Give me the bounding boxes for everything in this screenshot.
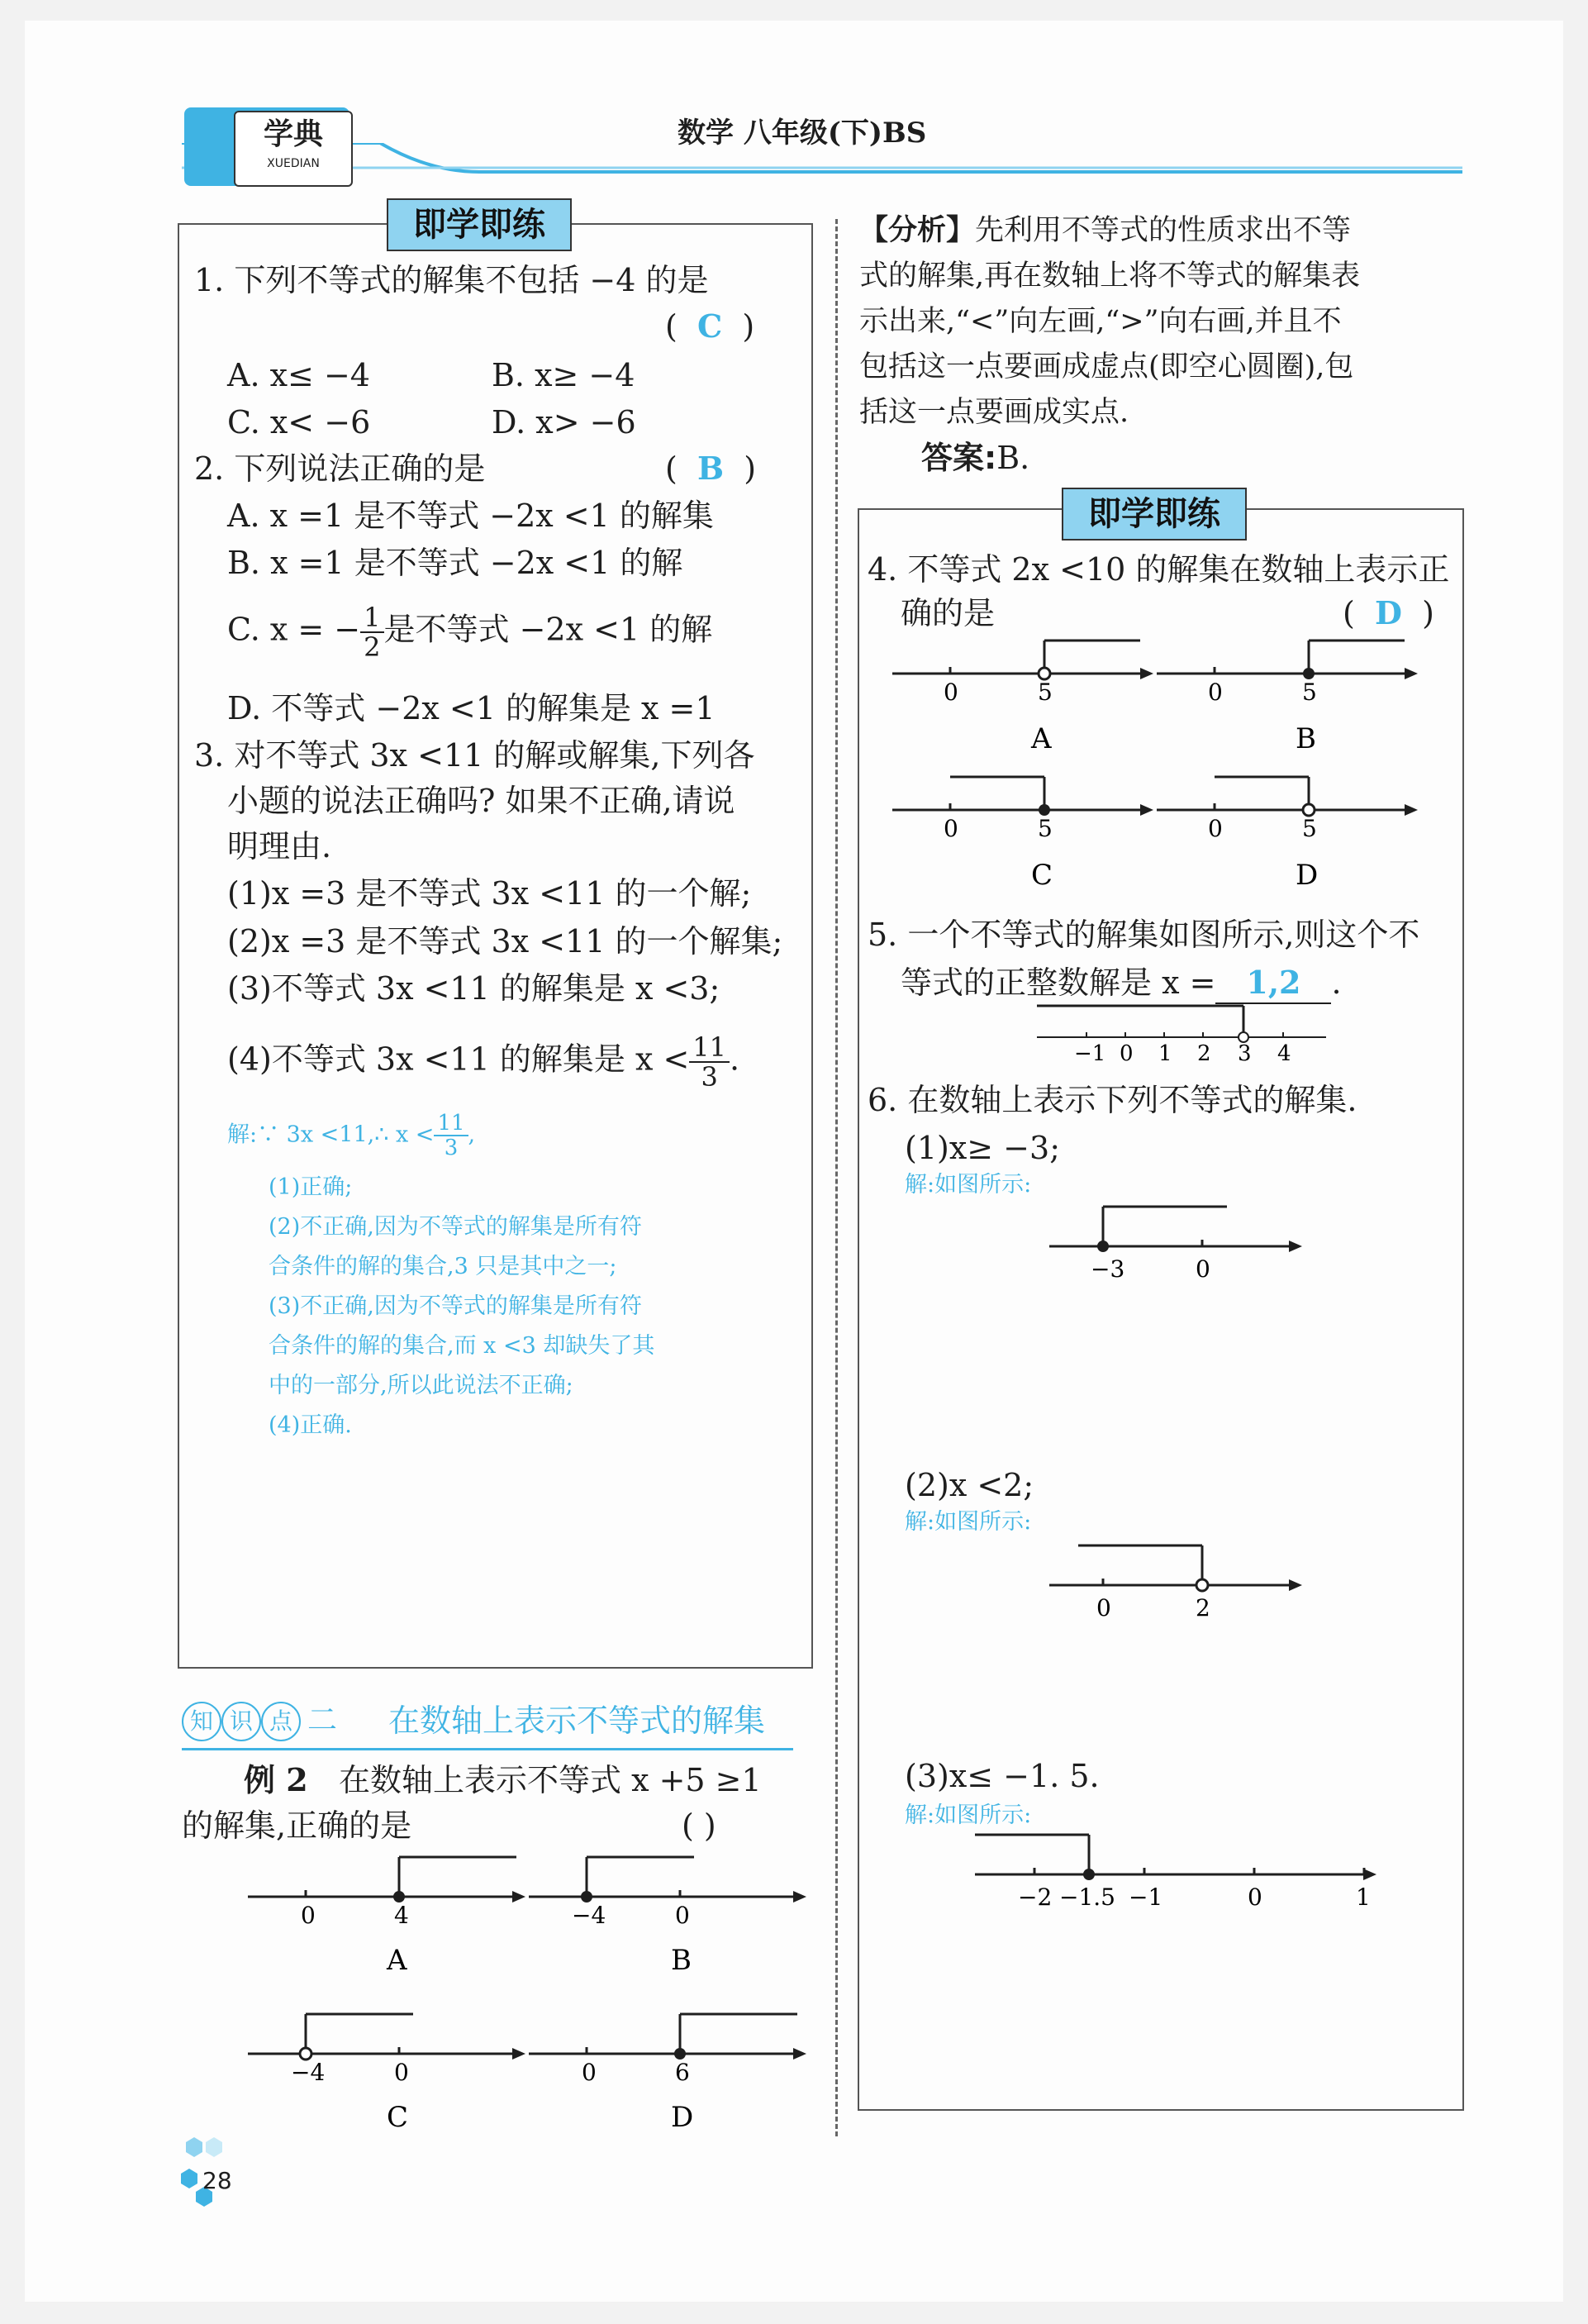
q4-line1: 4. 不等式 2x <10 的解集在数轴上表示正	[868, 551, 1450, 588]
tick-label: 1	[1356, 1883, 1371, 1911]
q6-part1: (1)x≥ −3;	[905, 1130, 1060, 1166]
tick-label: −1.5	[1059, 1883, 1115, 1911]
tick-label: 0	[1208, 679, 1223, 706]
q4-line-c	[892, 777, 1153, 892]
tick-label: 0	[1208, 815, 1223, 842]
tick-label: 0	[1196, 1255, 1210, 1283]
example2-numberlines	[248, 1839, 818, 2153]
option-letter: C	[1031, 859, 1053, 892]
column-divider	[835, 219, 838, 2136]
tick-label: 5	[1038, 815, 1053, 842]
q6-text: 6. 在数轴上表示下列不等式的解集.	[868, 1082, 1357, 1118]
analysis-answer: 答案:B.	[921, 440, 1030, 476]
q3-s3: (3)不等式 3x <11 的解集是 x <3;	[227, 970, 720, 1007]
tick-label: 4	[394, 1902, 409, 1929]
q3-solution-line: 中的一部分,所以此说法不正确;	[269, 1373, 573, 1398]
q6-solution-label: 解:如图所示:	[905, 1509, 1032, 1535]
tick-label: −4	[572, 1902, 606, 1929]
q3-s2: (2)x =3 是不等式 3x <11 的一个解集;	[227, 923, 783, 960]
q3-line2: 小题的说法正确吗? 如果不正确,请说	[227, 783, 735, 819]
tick-label: 0	[1120, 1041, 1134, 1066]
q2-answer-paren: ( B )	[665, 450, 757, 487]
page	[25, 21, 1563, 2302]
analysis-line: 式的解集,再在数轴上将不等式的解集表	[859, 260, 1361, 293]
q2-option-b: B. x =1 是不等式 −2x <1 的解	[227, 545, 683, 581]
q5-line1: 5. 一个不等式的解集如图所示,则这个不	[868, 917, 1420, 953]
q2-option-c: C. x = − $\frac{1}{2}$ 是不等式 −2x <1 的解	[227, 602, 713, 663]
q3-line1: 3. 对不等式 3x <11 的解或解集,下列各	[194, 737, 755, 774]
option-letter: A	[387, 1944, 407, 1977]
tick-label: 0	[944, 679, 958, 706]
logo-en: XUEDIAN	[267, 157, 320, 170]
q5-answer-blank: 1,2	[1215, 963, 1331, 1004]
q3-solution-line: (3)不正确,因为不等式的解集是所有符	[269, 1293, 642, 1319]
tick-label: 5	[1302, 815, 1317, 842]
option-letter: A	[1031, 722, 1052, 755]
example2-line1: 在数轴上表示不等式 x +5 ≥1	[339, 1762, 762, 1798]
q3-fraction: $\frac{11}{3}$	[689, 1033, 730, 1091]
analysis-label: 【分析】	[859, 214, 976, 247]
q1-option-c: C. x< −6	[227, 404, 371, 441]
q4-line-a	[892, 641, 1153, 755]
option-letter: C	[387, 2101, 409, 2134]
q4-answer: D	[1374, 594, 1402, 631]
numberline-d	[529, 2014, 806, 2134]
q6-numberline-1	[1049, 1194, 1314, 1285]
tick-label: −1	[1074, 1041, 1106, 1066]
example2-label: 例 2	[244, 1761, 308, 1798]
q3-solution-line: (1)正确;	[269, 1174, 353, 1200]
q4-line-b	[1157, 641, 1418, 755]
tick-label: 0	[301, 1902, 316, 1929]
q3-s1: (1)x =3 是不等式 3x <11 的一个解;	[227, 875, 752, 912]
q2-option-d: D. 不等式 −2x <1 的解集是 x =1	[227, 690, 716, 726]
tick-label: −3	[1091, 1255, 1125, 1283]
q5-numberline	[1037, 996, 1334, 1070]
tick-label: 0	[944, 815, 958, 842]
q4-numberlines	[892, 624, 1454, 905]
tick-label: 0	[394, 2059, 409, 2086]
q1-answer-paren: ( C )	[665, 307, 755, 345]
q3-solution-line: (4)正确.	[269, 1412, 352, 1438]
q3-solution-line: (2)不正确,因为不等式的解集是所有符	[269, 1214, 642, 1240]
tick-label: 1	[1158, 1041, 1172, 1066]
q6-numberline-2	[1049, 1533, 1314, 1624]
q2-answer: B	[697, 450, 725, 487]
q2-option-a: A. x =1 是不等式 −2x <1 的解集	[227, 498, 714, 534]
q1-option-a: A. x≤ −4	[227, 357, 370, 393]
tick-label: 5	[1038, 679, 1053, 706]
analysis-line: 括这一点要画成实点.	[859, 396, 1129, 429]
tick-label: 2	[1197, 1041, 1211, 1066]
knowledge-number: 二	[307, 1703, 338, 1737]
tick-label: 0	[1096, 1594, 1111, 1622]
tick-label: −4	[291, 2059, 326, 2086]
q6-part2: (2)x <2;	[905, 1467, 1034, 1503]
q4-line-d	[1157, 777, 1418, 892]
tick-label: 5	[1302, 679, 1317, 706]
q1-option-b: B. x≥ −4	[492, 357, 635, 393]
q3-s4: (4)不等式 3x <11 的解集是 x < $\frac{11}{3}$ .	[227, 1031, 740, 1093]
q5-line2: 等式的正整数解是 x = 1,2 .	[901, 963, 1342, 1004]
knowledge-char: 点	[261, 1702, 301, 1741]
example2-paren: ( )	[682, 1807, 716, 1844]
tick-label: 0	[582, 2059, 597, 2086]
option-letter: D	[671, 2101, 694, 2134]
tick-label: 2	[1196, 1594, 1210, 1622]
q1-text: 1. 下列不等式的解集不包括 −4 的是	[194, 262, 709, 298]
q1-option-d: D. x> −6	[492, 404, 636, 441]
option-letter: B	[671, 1944, 692, 1977]
numberline-a	[248, 1857, 525, 1977]
example2-line2: 的解集,正确的是	[182, 1807, 412, 1844]
knowledge-heading	[182, 1698, 793, 1750]
analysis-line: 【分析】先利用不等式的性质求出不等	[859, 214, 1352, 247]
right-practice-tag: 即学即练	[1062, 488, 1247, 541]
q3-solution-intro: 解:∵ 3x <11,∴ x < $\frac{11}{3}$ ,	[227, 1111, 476, 1160]
q3-solution-line: 合条件的解的集合,3 只是其中之一;	[269, 1254, 617, 1279]
logo-cn: 学典	[263, 117, 323, 151]
header-subject: 数学 八年级(下)BS	[678, 117, 927, 150]
logo	[184, 107, 349, 186]
tick-label: 3	[1238, 1041, 1252, 1066]
knowledge-char: 识	[221, 1702, 261, 1741]
tick-label: 6	[675, 2059, 690, 2086]
tick-label: 0	[1248, 1883, 1262, 1911]
q4-answer-paren: ( D )	[1343, 594, 1434, 631]
analysis-line: 包括这一点要画成虚点(即空心圆圈),包	[859, 350, 1354, 383]
option-letter: B	[1296, 722, 1316, 755]
tick-label: −1	[1129, 1883, 1163, 1911]
knowledge-char: 知	[182, 1702, 221, 1741]
tick-label: −2	[1018, 1883, 1053, 1911]
q3-line3: 明理由.	[227, 828, 332, 864]
q2-fraction: $\frac{1}{2}$	[360, 603, 383, 661]
left-practice-tag: 即学即练	[387, 198, 572, 251]
tick-label: 0	[675, 1902, 690, 1929]
q6-solution-label: 解:如图所示:	[905, 1172, 1032, 1198]
option-letter: D	[1296, 859, 1319, 892]
analysis-line: 示出来,“<”向左画,“>”向右画,并且不	[859, 305, 1342, 338]
q6-solution-label: 解:如图所示:	[905, 1803, 1032, 1828]
q4-line2: 确的是	[901, 595, 996, 631]
page-number: 28	[202, 2167, 232, 2194]
numberline-c	[248, 2014, 525, 2134]
q6-numberline-3	[975, 1822, 1388, 1913]
q3-solution-line: 合条件的解的集合,而 x <3 却缺失了其	[269, 1333, 655, 1359]
knowledge-title: 在数轴上表示不等式的解集	[388, 1703, 766, 1739]
q6-part3: (3)x≤ −1. 5.	[905, 1758, 1100, 1794]
tick-label: 4	[1277, 1041, 1291, 1066]
q2-text: 2. 下列说法正确的是	[194, 450, 486, 487]
numberline-b	[529, 1857, 806, 1977]
q1-answer: C	[697, 307, 723, 345]
